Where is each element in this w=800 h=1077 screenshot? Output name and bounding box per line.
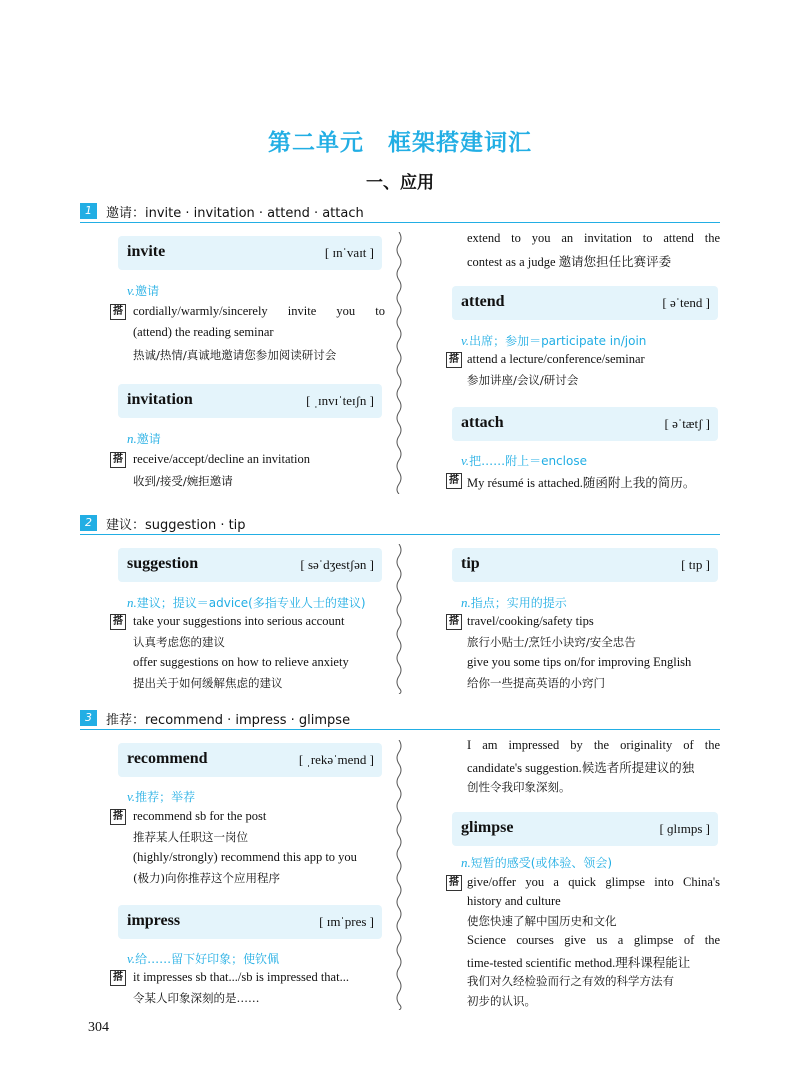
phonetic: [ əˈtend ] [662,295,710,310]
example-line: it impresses sb that.../sb is impressed that... [133,970,349,984]
pos-definition: n.建议；提议＝advice(多指专业人士的建议) [127,595,366,610]
example-translation: 我们对久经检验而行之有效的科学方法有 [467,974,674,988]
example-line: My résumé is attached.随函附上我的简历。 [467,476,696,490]
pos-definition: v.邀请 [127,283,160,298]
example-line: time-tested scientific method.理科课程能让 [467,956,691,970]
example-line: I am impressed by the originality of the [467,738,720,752]
section-heading: 邀请：invite · invitation · attend · attach [106,206,364,221]
example-line: give/offer you a quick glimpse into China's [467,875,720,889]
example-line: cordially/warmly/sincerely invite you to [133,304,385,318]
pos-definition: v.出席；参加＝participate in/join [461,333,647,348]
word-box-invite [118,236,382,270]
example-line: attend a lecture/conference/seminar [467,352,645,366]
phonetic: [ əˈtætʃ ] [664,416,710,431]
headword: attach [461,414,504,431]
example-line: take your suggestions into serious account [133,614,345,628]
headword: attend [461,293,505,310]
collocation-icon: 搭 [446,473,462,489]
word-box-impress [118,905,382,939]
phonetic: [ ˌrekəˈmend ] [298,752,374,767]
example-translation: 使您快速了解中国历史和文化 [467,914,617,928]
phonetic: [ ɡlɪmps ] [659,821,710,836]
collocation-icon: 搭 [446,875,462,891]
example-translation: 创性令我印象深刻。 [467,780,571,794]
collocation-icon: 搭 [446,614,462,630]
example-line: candidate's suggestion.候选者所提建议的独 [467,761,695,775]
example-translation: (极力)向你推荐这个应用程序 [133,871,280,885]
phonetic: [ ɪnˈvaɪt ] [324,245,374,260]
headword: tip [461,555,480,572]
column-divider [394,544,404,694]
phonetic: [ ˌɪnvɪˈteɪʃn ] [306,393,374,408]
example-line: travel/cooking/safety tips [467,614,594,628]
headword: recommend [127,750,208,767]
section-subtitle: 一、应用 [366,173,434,193]
headword: impress [127,912,181,929]
pos-definition: v.把……附上＝enclose [461,453,587,468]
column-divider [394,232,404,494]
word-box-attend [452,286,718,320]
example-translation: 认真考虑您的建议 [133,635,225,649]
unit-title: 第二单元 框架搭建词汇 [268,130,532,156]
example-translation: 热诚/热情/真诚地邀请您参加阅读研讨会 [133,348,337,362]
collocation-icon: 搭 [110,970,126,986]
word-box-invitation [118,384,382,418]
example-line: (highly/strongly) recommend this app to you [133,850,357,864]
headword: invitation [127,391,193,408]
collocation-icon: 搭 [110,614,126,630]
phonetic: [ səˈdʒestʃən ] [300,557,374,572]
pos-definition: v.推荐；举荐 [127,789,196,804]
collocation-icon: 搭 [110,452,126,468]
collocation-icon: 搭 [110,809,126,825]
example-line: receive/accept/decline an invitation [133,452,310,466]
page-number: 304 [88,1020,109,1035]
headword: invite [127,243,166,260]
example-translation: 初步的认识。 [467,994,536,1008]
example-line: history and culture [467,894,561,908]
section-header-3 [80,707,720,730]
word-box-recommend [118,743,382,777]
example-translation: 收到/接受/婉拒邀请 [133,474,233,488]
headword: glimpse [461,819,514,836]
pos-definition: n.短暂的感受(或体验、领会) [461,855,613,870]
example-line: (attend) the reading seminar [133,325,274,339]
example-line: contest as a judge 邀请您担任比赛评委 [467,255,672,269]
word-box-tip [452,548,718,582]
phonetic: [ ɪmˈpres ] [319,914,374,929]
section-header-2 [80,512,720,535]
example-line: give you some tips on/for improving English [467,655,692,669]
section-number: 1 [80,203,97,219]
section-header-1 [80,200,720,223]
example-translation: 参加讲座/会议/研讨会 [467,373,579,387]
example-translation: 提出关于如何缓解焦虑的建议 [133,676,283,690]
phonetic: [ tɪp ] [681,557,710,572]
headword: suggestion [127,555,199,572]
section-heading: 建议：suggestion · tip [106,518,246,533]
word-box-attach [452,407,718,441]
example-translation: 推荐某人任职这一岗位 [133,830,248,844]
section-number: 3 [80,710,97,726]
word-box-glimpse [452,812,718,846]
example-line: offer suggestions on how to relieve anxiety [133,655,349,669]
example-line: extend to you an invitation to attend the [467,231,720,245]
section-heading: 推荐：recommend · impress · glimpse [106,713,351,728]
pos-definition: v.给……留下好印象；使钦佩 [127,951,280,966]
pos-definition: n.指点；实用的提示 [461,595,567,610]
section-number: 2 [80,515,97,531]
pos-definition: n.邀请 [127,431,161,446]
column-divider [394,740,404,1010]
collocation-icon: 搭 [110,304,126,320]
example-translation: 令某人印象深刻的是…… [133,991,260,1005]
example-translation: 旅行小贴士/烹饪小诀窍/安全忠告 [467,635,636,649]
example-line: recommend sb for the post [133,809,267,823]
collocation-icon: 搭 [446,352,462,368]
word-box-suggestion [118,548,382,582]
example-translation: 给你一些提高英语的小窍门 [467,676,605,690]
example-line: Science courses give us a glimpse of the [467,933,720,947]
